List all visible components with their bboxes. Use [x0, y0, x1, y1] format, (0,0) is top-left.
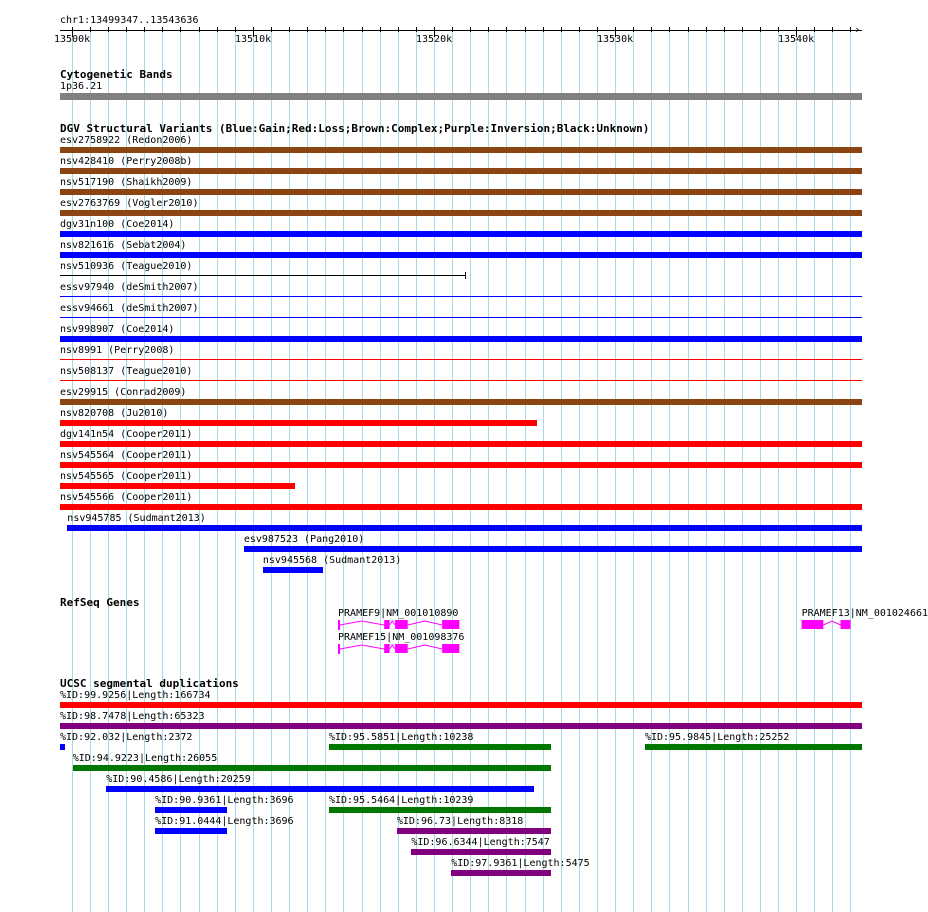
- ruler-tick: [506, 27, 507, 32]
- segdup-bar[interactable]: [329, 807, 551, 813]
- dgv-variant-bar[interactable]: [60, 483, 295, 489]
- ruler-tick: [561, 27, 562, 32]
- refseq-exon: [841, 620, 851, 629]
- ruler-tick: [651, 27, 652, 32]
- ruler-tick: [126, 27, 127, 32]
- ruler-tick: [669, 27, 670, 32]
- refseq-exon: [384, 644, 389, 653]
- grid-line: [597, 30, 598, 912]
- refseq-intron: [408, 645, 442, 649]
- segdup-item-label[interactable]: %ID:92.032|Length:2372: [60, 732, 193, 743]
- segdup-bar[interactable]: [397, 828, 551, 834]
- dgv-item-label[interactable]: nsv545564 (Cooper2011): [60, 450, 193, 461]
- grid-line: [343, 30, 344, 912]
- grid-line: [253, 30, 254, 912]
- ruler-tick: [579, 27, 580, 32]
- grid-line: [778, 30, 779, 912]
- ruler-tick: [724, 27, 725, 32]
- dgv-variant-bar[interactable]: [60, 296, 862, 297]
- segdup-track-title: UCSC segmental duplications: [60, 677, 239, 690]
- grid-line: [380, 30, 381, 912]
- grid-line: [850, 30, 851, 912]
- segdup-item-label[interactable]: %ID:97.9361|Length:5475: [451, 858, 590, 869]
- ruler-tick-label: 13540k: [778, 34, 815, 45]
- segdup-bar[interactable]: [645, 744, 862, 750]
- grid-line: [760, 30, 761, 912]
- grid-line: [561, 30, 562, 912]
- dgv-item-label[interactable]: essv94661 (deSmith2007): [60, 303, 199, 314]
- cytoband-label: 1p36.21: [60, 81, 103, 92]
- dgv-variant-endcap: [465, 272, 466, 279]
- ruler-tick: [325, 27, 326, 32]
- segdup-item-label[interactable]: %ID:95.9845|Length:25252: [644, 732, 790, 743]
- ruler-tick: [688, 27, 689, 32]
- refseq-exon: [802, 620, 824, 629]
- refseq-intron: [823, 621, 840, 625]
- dgv-item-label[interactable]: nsv428410 (Perry2008b): [60, 156, 193, 167]
- segdup-bar[interactable]: [451, 870, 551, 876]
- segdup-bar[interactable]: [106, 786, 534, 792]
- dgv-variant-bar[interactable]: [60, 504, 862, 510]
- ruler-tick: [162, 27, 163, 32]
- segdup-bar[interactable]: [411, 849, 550, 855]
- dgv-item-label[interactable]: esv2758922 (Redon2006): [60, 135, 193, 146]
- ruler-tick: [217, 27, 218, 32]
- dgv-item-label[interactable]: nsv998907 (Coe2014): [60, 324, 175, 335]
- dgv-item-label[interactable]: dgv31n100 (Coe2014): [60, 219, 175, 230]
- dgv-variant-bar[interactable]: [60, 189, 862, 195]
- dgv-variant-bar[interactable]: [263, 567, 323, 573]
- segdup-item-label[interactable]: %ID:99.9256|Length:166734: [60, 690, 211, 701]
- grid-line: [724, 30, 725, 912]
- segdup-bar[interactable]: [60, 723, 862, 729]
- refseq-gene-model[interactable]: [0, 643, 890, 663]
- grid-line: [579, 30, 580, 912]
- ruler-tick: [90, 27, 91, 32]
- dgv-item-label[interactable]: esv987523 (Pang2010): [243, 534, 365, 545]
- dgv-item-label[interactable]: essv97940 (deSmith2007): [60, 282, 199, 293]
- ruler-tick-label: 13510k: [235, 34, 272, 45]
- ruler-tick: [597, 27, 598, 32]
- dgv-item-label[interactable]: nsv510936 (Teague2010): [60, 261, 193, 272]
- refseq-gene-label[interactable]: PRAMEF15|NM_001098376: [338, 632, 465, 643]
- dgv-variant-bar[interactable]: [60, 168, 862, 174]
- ruler-tick: [470, 27, 471, 32]
- grid-line: [452, 30, 453, 912]
- dgv-item-label[interactable]: nsv821616 (Sebat2004): [60, 240, 187, 251]
- ruler-tick: [850, 27, 851, 32]
- segdup-bar[interactable]: [60, 702, 862, 708]
- ruler-tick: [289, 27, 290, 32]
- region-label: chr1:13499347..13543636: [60, 15, 199, 26]
- dgv-variant-bar[interactable]: [60, 147, 862, 153]
- refseq-exon: [395, 644, 408, 653]
- dgv-variant-bar[interactable]: [60, 210, 862, 216]
- ruler-tick: [633, 27, 634, 32]
- segdup-bar[interactable]: [329, 744, 551, 750]
- grid-line: [362, 30, 363, 912]
- grid-line: [434, 30, 435, 912]
- ruler-tick-label: 13500k: [54, 34, 91, 45]
- cytoband-bar[interactable]: [60, 93, 862, 100]
- ruler-tick-label: 13520k: [416, 34, 453, 45]
- dgv-track-title: DGV Structural Variants (Blue:Gain;Red:Loss;Brown:Complex;Purple:Inversion;Black:Unknown): [60, 122, 650, 135]
- dgv-item-label[interactable]: esv2763769 (Vogler2010): [60, 198, 199, 209]
- dgv-item-label[interactable]: dgv141n54 (Cooper2011): [60, 429, 193, 440]
- grid-line: [416, 30, 417, 912]
- segdup-item-label[interactable]: %ID:96.73|Length:8318: [396, 816, 524, 827]
- dgv-item-label[interactable]: nsv545566 (Cooper2011): [60, 492, 193, 503]
- grid-line: [742, 30, 743, 912]
- ruler-tick: [778, 27, 779, 32]
- cytoband-track-title: Cytogenetic Bands: [60, 68, 173, 81]
- segdup-item-label[interactable]: %ID:95.5851|Length:10238: [328, 732, 474, 743]
- grid-line: [543, 30, 544, 912]
- dgv-variant-bar[interactable]: [60, 317, 862, 318]
- ruler-tick: [742, 27, 743, 32]
- ruler-tick: [144, 27, 145, 32]
- ruler-tick: [380, 27, 381, 32]
- grid-line: [651, 30, 652, 912]
- ruler-tick: [235, 27, 236, 32]
- refseq-intron: [340, 645, 384, 649]
- segdup-item-label[interactable]: %ID:96.6344|Length:7547: [411, 837, 550, 848]
- ruler-tick: [416, 27, 417, 32]
- ruler-tick: [180, 27, 181, 32]
- grid-line: [525, 30, 526, 912]
- grid-line: [307, 30, 308, 912]
- dgv-item-label[interactable]: nsv517190 (Shaikh2009): [60, 177, 193, 188]
- ruler-tick: [760, 27, 761, 32]
- grid-line: [271, 30, 272, 912]
- dgv-item-label[interactable]: esv29915 (Conrad2009): [60, 387, 187, 398]
- grid-line: [289, 30, 290, 912]
- dgv-variant-bar[interactable]: [60, 420, 537, 426]
- refseq-track-title: RefSeq Genes: [60, 596, 140, 609]
- ruler-tick: [307, 27, 308, 32]
- segdup-bar[interactable]: [73, 765, 551, 771]
- ruler-tick: [525, 27, 526, 32]
- segdup-bar[interactable]: [155, 807, 227, 813]
- segdup-item-label[interactable]: %ID:90.9361|Length:3696: [155, 795, 294, 806]
- dgv-variant-bar[interactable]: [60, 399, 862, 405]
- dgv-item-label[interactable]: nsv8991 (Perry2008): [60, 345, 175, 356]
- ruler-tick: [271, 27, 272, 32]
- dgv-variant-bar[interactable]: [60, 462, 862, 468]
- grid-line: [325, 30, 326, 912]
- dgv-variant-bar[interactable]: [60, 441, 862, 447]
- dgv-variant-bar[interactable]: [60, 252, 862, 258]
- ruler-tick: [398, 27, 399, 32]
- ruler-tick: [362, 27, 363, 32]
- grid-line: [506, 30, 507, 912]
- ruler-tick: [543, 27, 544, 32]
- ruler-tick: [343, 27, 344, 32]
- refseq-gene-label[interactable]: PRAMEF13|NM_001024661: [801, 608, 928, 619]
- dgv-variant-bar[interactable]: [60, 336, 862, 342]
- grid-line: [470, 30, 471, 912]
- refseq-exon: [442, 644, 459, 653]
- segdup-bar[interactable]: [60, 744, 65, 750]
- dgv-item-label[interactable]: nsv820708 (Ju2010): [60, 408, 169, 419]
- segdup-bar[interactable]: [155, 828, 227, 834]
- ruler-tick: [832, 27, 833, 32]
- ruler-tick: [452, 27, 453, 32]
- dgv-item-label[interactable]: nsv545565 (Cooper2011): [60, 471, 193, 482]
- ruler-tick: [108, 27, 109, 32]
- refseq-exon: [338, 644, 340, 654]
- grid-line: [615, 30, 616, 912]
- dgv-item-label[interactable]: nsv945568 (Sudmant2013): [262, 555, 402, 566]
- segdup-item-label[interactable]: %ID:95.5464|Length:10239: [328, 795, 474, 806]
- grid-line: [832, 30, 833, 912]
- grid-line: [688, 30, 689, 912]
- refseq-gene-label[interactable]: PRAMEF9|NM_001010890: [338, 608, 459, 619]
- ruler-tick: [199, 27, 200, 32]
- grid-line: [796, 30, 797, 912]
- ruler-tick: [814, 27, 815, 32]
- grid-line: [633, 30, 634, 912]
- dgv-variant-bar[interactable]: [60, 231, 862, 237]
- ruler-tick-label: 13530k: [597, 34, 634, 45]
- grid-line: [706, 30, 707, 912]
- dgv-variant-bar[interactable]: [67, 525, 862, 531]
- ruler-tick: [488, 27, 489, 32]
- segdup-item-label[interactable]: %ID:98.7478|Length:65323: [60, 711, 205, 722]
- segdup-item-label[interactable]: %ID:90.4586|Length:20259: [106, 774, 251, 785]
- dgv-variant-bar[interactable]: [60, 275, 466, 276]
- refseq-gene-model[interactable]: [0, 619, 890, 639]
- dgv-variant-bar[interactable]: [60, 380, 862, 381]
- refseq-intron: [390, 645, 395, 649]
- grid-line: [814, 30, 815, 912]
- ruler-tick: [706, 27, 707, 32]
- grid-line: [398, 30, 399, 912]
- ruler-arrow-icon: ›: [854, 23, 861, 36]
- segdup-item-label[interactable]: %ID:94.9223|Length:26055: [72, 753, 218, 764]
- grid-line: [669, 30, 670, 912]
- dgv-variant-bar[interactable]: [60, 359, 862, 360]
- segdup-item-label[interactable]: %ID:91.0444|Length:3696: [155, 816, 294, 827]
- grid-line: [488, 30, 489, 912]
- dgv-item-label[interactable]: nsv945785 (Sudmant2013): [67, 513, 206, 524]
- dgv-item-label[interactable]: nsv508137 (Teague2010): [60, 366, 193, 377]
- dgv-variant-bar[interactable]: [244, 546, 862, 552]
